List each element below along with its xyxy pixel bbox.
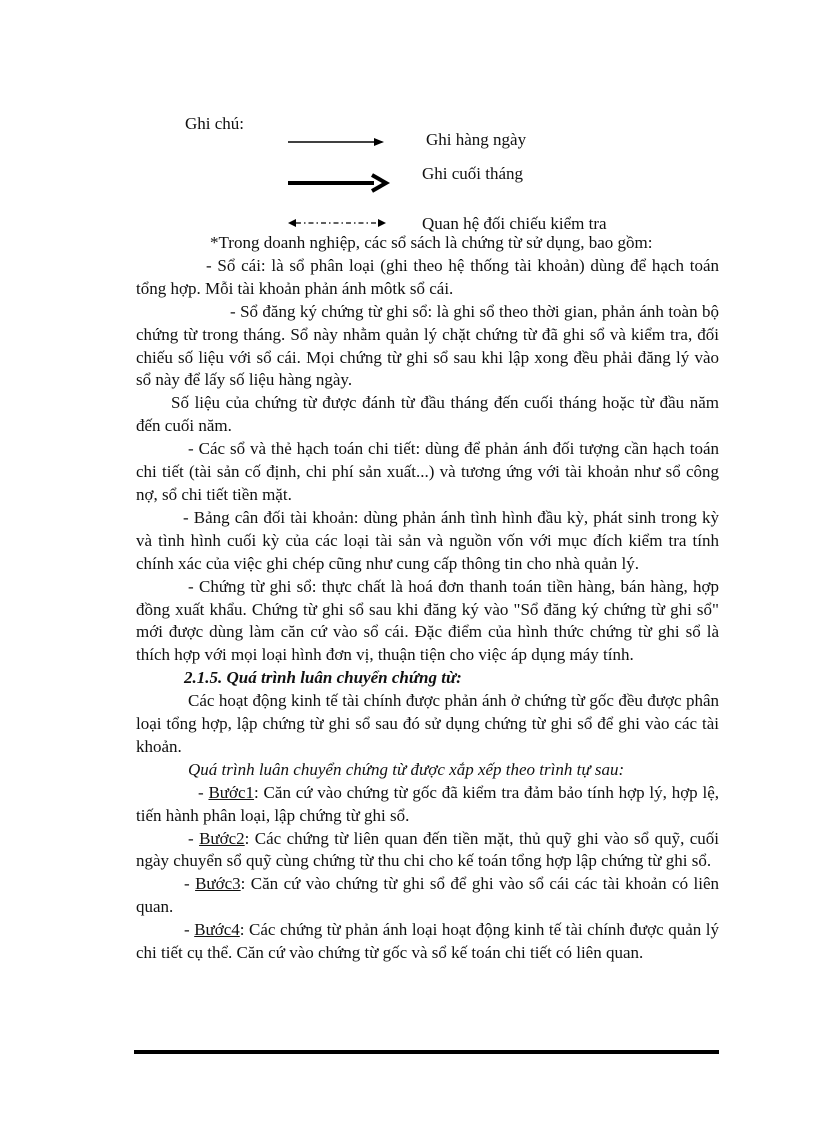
paragraph-intro: *Trong doanh nghiệp, các sổ sách là chứng từ sử dụng, bao gồm: bbox=[210, 233, 653, 252]
step-2-label: Bước2 bbox=[199, 828, 245, 848]
section-heading: 2.1.5. Quá trình luân chuyển chứng từ: bbox=[184, 668, 462, 688]
step-3-text: : Căn cứ vào chứng từ ghi sổ để ghi vào sổ cái các tài khoản có liên quan. bbox=[136, 874, 719, 917]
paragraph-so-lieu: Số liệu của chứng từ được đánh từ đầu tháng đến cuối tháng hoặc từ đầu năm đến cuối năm. bbox=[136, 393, 719, 436]
thin-arrow-icon bbox=[288, 134, 388, 150]
legend-label-monthly: Ghi cuối tháng bbox=[422, 164, 524, 183]
thick-arrow-icon bbox=[288, 172, 392, 194]
step-3: - Bước3: Căn cứ vào chứng từ ghi sổ để ghi vào sổ cái các tài khoản có liên quan. bbox=[136, 874, 719, 917]
step-1: - Bước1: Căn cứ vào chứng từ gốc đã kiểm tra đảm bảo tính hợp lý, hợp lệ, tiến hành phân loại, lập chứng từ ghi sổ. bbox=[136, 782, 719, 825]
paragraph-so-dang-ky: - Sổ đăng ký chứng từ ghi sổ: là ghi sổ theo thời gian, phản ánh toàn bộ chứng từ trong tháng. Sổ này nhằm quản lý chặt chứng từ đã ghi sổ và kiểm tra, đối chiếu số liệu với sổ cái. Mọi chứng từ ghi sổ sau khi lập xong đều phải đăng lý vào sổ này để lấy số liệu hàng ngày. bbox=[136, 301, 719, 390]
paragraph-process-intro: Quá trình luân chuyển chứng từ được xắp xếp theo trình tự sau: bbox=[188, 759, 625, 779]
step-2-text: : Các chứng từ liên quan đến tiền mặt, thủ quỹ ghi vào sổ quỹ, cuối ngày chuyển sổ quỹ cùng chứng từ thu chi cho kế toán tổng hợp lập chứng từ ghi sổ. bbox=[136, 828, 719, 871]
double-dashed-arrow-icon bbox=[286, 215, 390, 231]
step-3-label: Bước3 bbox=[195, 874, 241, 894]
step-1-label: Bước1 bbox=[208, 782, 255, 802]
paragraph-chung-tu-ghi-so: - Chứng từ ghi sổ: thực chất là hoá đơn thanh toán tiền hàng, bán hàng, hợp đồng xuất khẩu. Chứng từ ghi sổ sau khi đăng ký vào "Sổ đăng ký chứng từ ghi sổ" mới được dùng làm căn cứ vào sổ cái. Đặc điểm của hình thức chứng từ ghi sổ là thích hợp với mọi loại hình đơn vị, thuận tiện cho việc áp dụng máy tính. bbox=[136, 576, 719, 665]
step-2: - Bước2: Các chứng từ liên quan đến tiền mặt, thủ quỹ ghi vào sổ quỹ, cuối ngày chuyển sổ quỹ cùng chứng từ thu chi cho kế toán tổng hợp lập chứng từ ghi sổ. bbox=[136, 828, 719, 871]
legend-label-daily: Ghi hàng ngày bbox=[426, 130, 527, 149]
paragraph-bang-can-doi: - Bảng cân đối tài khoản: dùng phản ánh tình hình đầu kỳ, phát sinh trong kỳ và tình hình cuối kỳ của các loại tài sản và nguồn vốn với mục đích kiểm tra tính chính xác của việc ghi chép cũng như cung cấp thông tin cho nhà quản lý. bbox=[136, 507, 719, 573]
footer-rule bbox=[134, 1050, 719, 1054]
step-4-text: : Các chứng từ phản ánh loại hoạt động kinh tế tài chính được quản lý chi tiết cụ thể. Căn cứ vào chứng từ gốc và sổ kế toán chi tiết có liên quan. bbox=[136, 920, 719, 963]
paragraph-so-the-chi-tiet: - Các sổ và thẻ hạch toán chi tiết: dùng để phản ánh đối tượng cần hạch toán chi tiết (tài sản cố định, chi phí sản xuất...) và tương ứng với tài khoản như sổ công nợ, sổ chi tiết tiền mặt. bbox=[136, 439, 719, 504]
paragraph-hoat-dong: Các hoạt động kinh tế tài chính được phản ánh ở chứng từ gốc đều được phân loại tổng hợp, lập chứng từ ghi sổ sau đó sử dụng chứng từ ghi sổ để ghi vào các tài khoản. bbox=[136, 691, 719, 756]
legend-title: Ghi chú: bbox=[185, 114, 245, 133]
step-4: - Bước4: Các chứng từ phản ánh loại hoạt động kinh tế tài chính được quản lý chi tiết cụ thể. Căn cứ vào chứng từ gốc và sổ kế toán chi tiết có liên quan. bbox=[136, 920, 719, 963]
step-4-label: Bước4 bbox=[194, 920, 240, 940]
paragraph-so-cai: - Sổ cái: là sổ phân loại (ghi theo hệ thống tài khoản) dùng để hạch toán tổng hợp. Mỗi tài khoản phản ánh môtk sổ cái. bbox=[136, 255, 719, 298]
legend-label-reconcile: Quan hệ đối chiếu kiểm tra bbox=[422, 214, 607, 233]
step-1-text: : Căn cứ vào chứng từ gốc đã kiểm tra đảm bảo tính hợp lý, hợp lệ, tiến hành phân loại, lập chứng từ ghi sổ. bbox=[136, 782, 719, 825]
body-text bbox=[136, 232, 719, 965]
